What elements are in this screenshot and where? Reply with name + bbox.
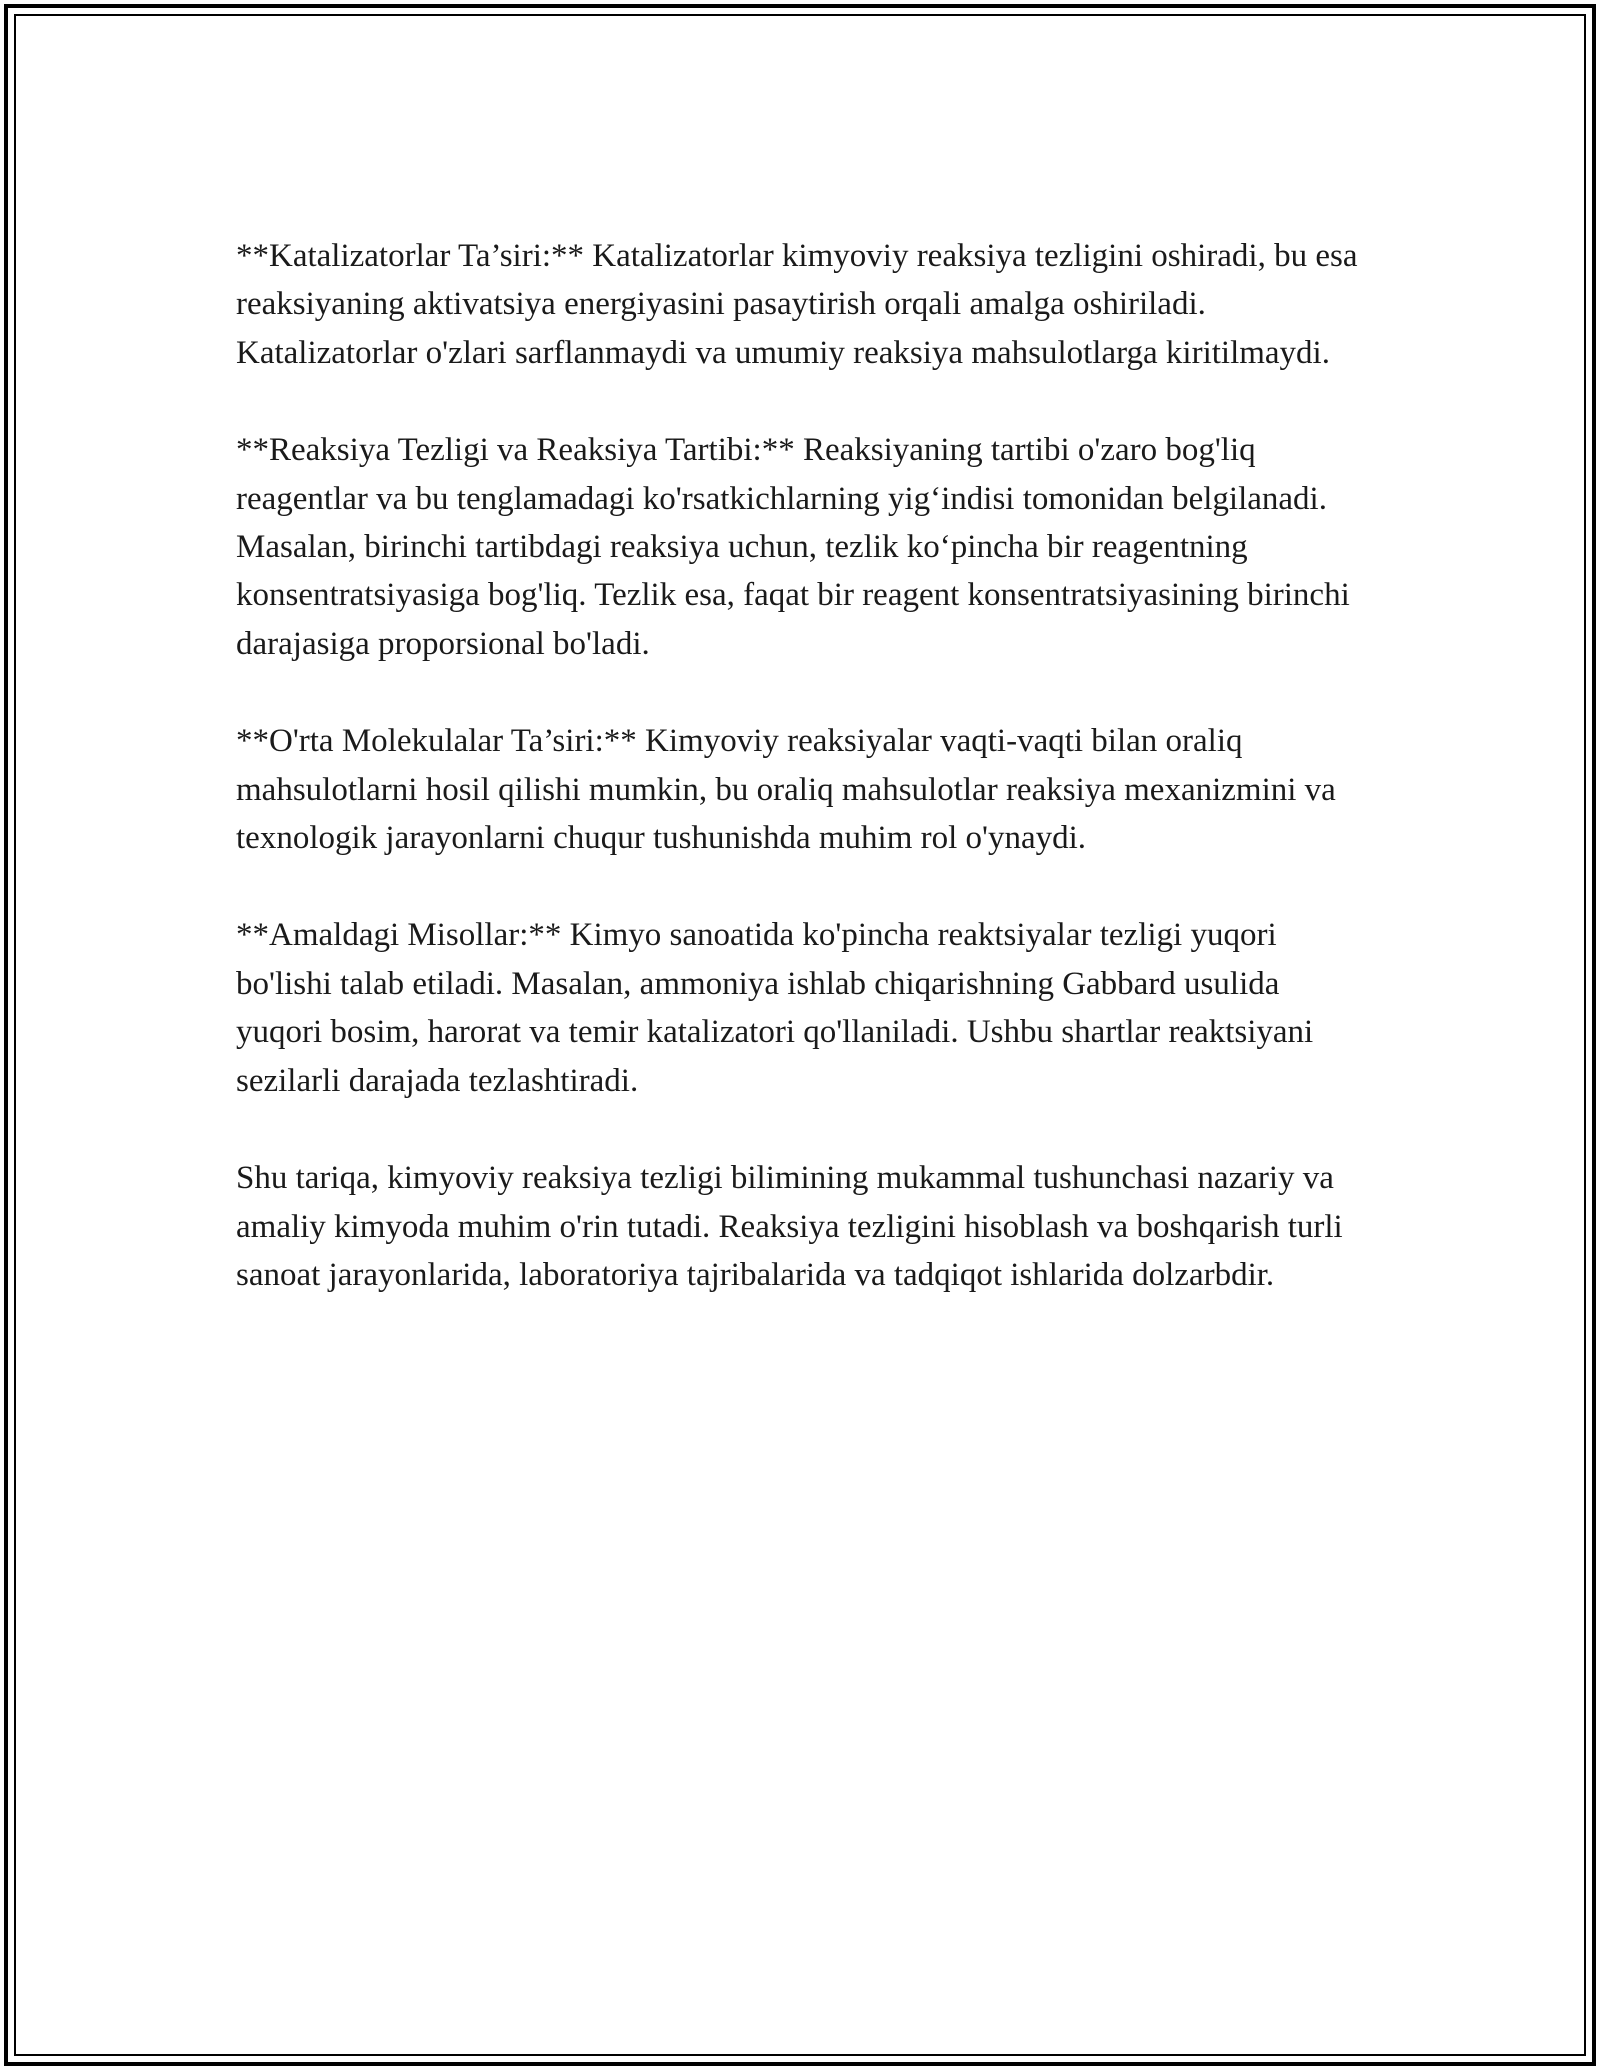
document-body — [236, 232, 1366, 1348]
paragraph-intermediates: **O'rta Molekulalar Ta’siri:** Kimyoviy reaksiyalar vaqti-vaqti bilan oraliq mahsulotlarni hosil qilishi mumkin, bu oraliq mahsulotlar reaksiya mexanizmini va texnologik jarayonlarni chuqur tushunishda muhim rol o'ynaydi. — [236, 723, 1336, 857]
paragraph-catalysts: **Katalizatorlar Ta’siri:** Katalizatorlar kimyoviy reaksiya tezligini oshiradi, bu esa reaksiyaning aktivatsiya energiyasini pasaytirish orqali amalga oshiriladi. Katalizatorlar o'zlari sarflanmaydi va umumiy reaksiya mahsulotlarga kiritilmaydi. — [236, 238, 1358, 371]
paragraph-reaction-order: **Reaksiya Tezligi va Reaksiya Tartibi:** Reaksiyaning tartibi o'zaro bog'liq reagentlar va bu tenglamadagi ko'rsatkichlarning yig‘indisi tomonidan belgilanadi. Masalan, birinchi tartibdagi reaksiya uchun, tezlik ko‘pincha bir reagentning konsentratsiyasiga bog'liq. Tezlik esa, faqat bir reagent konsentratsiyasining birinchi darajasiga proporsional bo'ladi. — [236, 432, 1350, 662]
paragraph-examples: **Amaldagi Misollar:** Kimyo sanoatida ko'pincha reaktsiyalar tezligi yuqori bo'lishi talab etiladi. Masalan, ammoniya ishlab chiqarishning Gabbard usulida yuqori bosim, harorat va temir katalizatori qo'llaniladi. Ushbu shartlar reaktsiyani sezilarli darajada tezlashtiradi. — [236, 917, 1314, 1099]
paragraph-conclusion: Shu tariqa, kimyoviy reaksiya tezligi bilimining mukammal tushunchasi nazariy va amaliy kimyoda muhim o'rin tutadi. Reaksiya tezligini hisoblash va boshqarish turli sanoat jarayonlarida, laboratoriya tajribalarida va tadqiqot ishlarida dolzarbdir. — [236, 1160, 1343, 1293]
